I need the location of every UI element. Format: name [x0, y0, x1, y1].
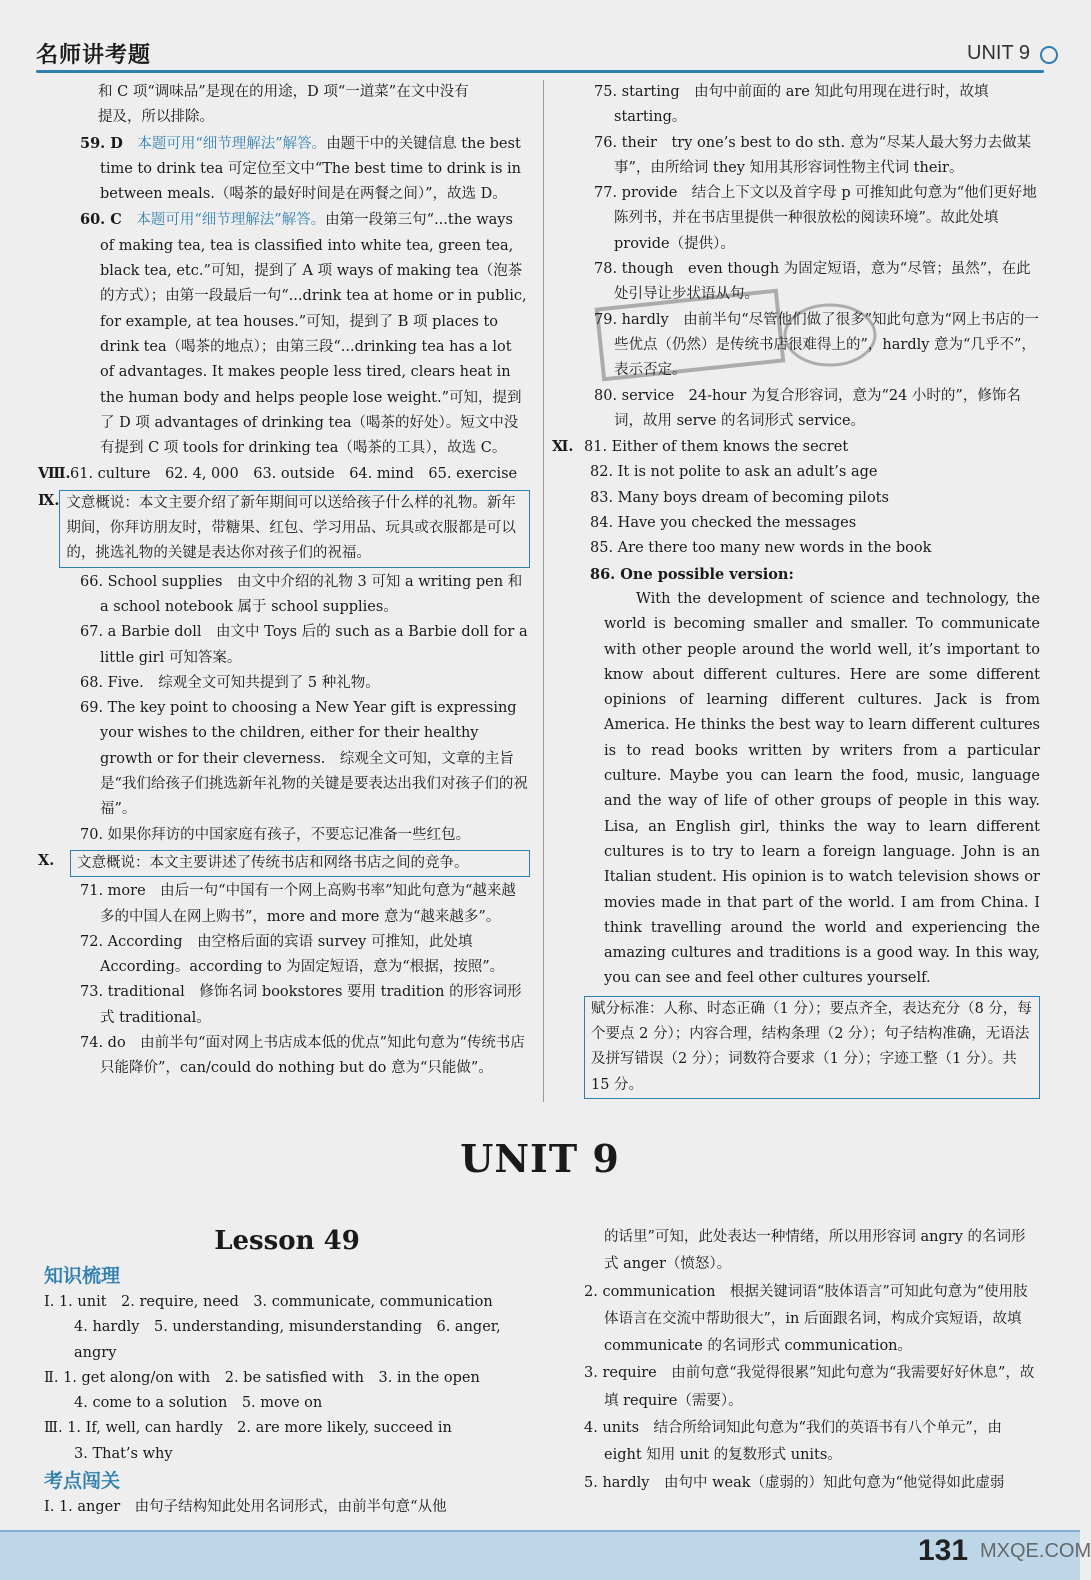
section-9	[38, 488, 530, 570]
left-column	[38, 80, 530, 1082]
answer-num: 60. C	[80, 211, 122, 229]
exercise-item: Ⅰ. 1. anger 由句子结构知此处用名词形式，由前半句意“从他	[44, 1499, 447, 1516]
exercise-item: 5. hardly 由句中 weak（虚弱的）知此句意为“他觉得如此虚弱	[584, 1474, 1005, 1491]
header-unit-label: UNIT 9	[967, 42, 1030, 64]
answer-text: 81. Either of them knows the secret	[584, 439, 849, 456]
watermark: MXQE.COM	[980, 1540, 1091, 1562]
answer-60	[44, 207, 530, 461]
brand-title: 名师讲考题	[36, 42, 152, 68]
method-hint: 本题可用“细节理解法”解答。	[137, 135, 327, 152]
scoring-box: 赋分标准：人称、时态正确（1 分）；要点齐全，表达充分（8 分，每个要点 2 分）；内容合理，结构条理（2 分）；句子结构准确，无语法及拼写错误（2 分）；词数符合要求（1 分）；字迹工整（1 分）。共 15 分。	[584, 996, 1040, 1099]
right-column	[552, 80, 1040, 1101]
answer-text: 和 C 项“调味品”是现在的用途，D 项“一道菜”在文中没有	[98, 84, 469, 100]
unit-title: UNIT 9	[460, 1136, 620, 1181]
answer-75: 75. starting 由句中前面的 are 知此句用现在进行时，故填 starting。	[594, 84, 989, 126]
answer-text: 提及，所以排除。	[98, 109, 214, 126]
answer-66: 66. School supplies 由文中介绍的礼物 3 可知 a writing pen 和 a school notebook 属于 school supplies。	[80, 573, 523, 615]
exercise-item: 3. require 由前句意“我觉得很累”知此句意为“我需要好好休息”，故填 require（需要）。	[584, 1365, 1035, 1409]
answer-79: 79. hardly 由前半句“尽管他们做了很多”知此句意为“网上书店的一些优点（仍然）是传统书店很难得上的”，hardly 意为“几乎不”，表示否定。	[594, 311, 1039, 379]
knowledge-item: Ⅰ. 1. unit 2. require, need 3. communicate, communication	[44, 1294, 493, 1310]
section-numeral: Ⅺ.	[552, 438, 574, 456]
answer-text: 61. culture 62. 4, 000 63. outside 64. mind 65. exercise	[70, 466, 518, 483]
answer-71: 71. more 由后一句“中国有一个网上高购书率”知此句意为“越来越多的中国人在网上购书”，more and more 意为“越来越多”。	[80, 883, 516, 925]
summary-box: 文意概说：本文主要讲述了传统书店和网络书店之间的竞争。	[70, 850, 530, 877]
knowledge-item: 3. That’s why	[74, 1445, 173, 1462]
sample-essay: With the development of science and technology, the world is becoming smaller and smaller. To communicate with other people around the world well, it’s important to know about different cultures. Here are some different opinions of learning different cultures. Jack is from America. He thinks the best way to learn different cultures is to read books written by writers from a particular culture. Maybe you can learn the food, music, language and the way of life of other groups of people in this way. Lisa, an English girl, thinks the way to learn different cultures is to try to learn a foreign language. John is an Italian student. His opinion is to watch television shows or movies made in that part of the world. I am from China. I think travelling around the world and experiencing the amazing cultures and traditions is a good way. In this way, you can see and feel other cultures yourself.	[604, 590, 1040, 987]
answer-86-label: 86. One possible version:	[590, 565, 794, 583]
section-numeral: Ⅸ.	[38, 491, 60, 509]
page-number: 131	[918, 1534, 969, 1567]
method-hint: 本题可用“细节理解法”解答。	[136, 212, 326, 229]
answer-78: 78. though even though 为固定短语，意为“尽管；虽然”，在此处引导让步状语从句。	[594, 261, 1031, 303]
exercise-item: 的话里”可知，此处表达一种情绪，所以用形容词 angry 的名词形式 anger（愤怒）。	[604, 1229, 1026, 1273]
answer-77: 77. provide 结合上下文以及首字母 p 可推知此句意为“他们更好地陈列书，并在书店里提供一种很放松的阅读环境”。故此处填 provide（提供）。	[594, 185, 1037, 252]
section-numeral: Ⅷ.	[38, 465, 71, 483]
answer-67: 67. a Barbie doll 由文中 Toys 后的 such as a Barbie doll for a little girl 可知答案。	[80, 624, 528, 666]
answer-69: 69. The key point to choosing a New Year gift is expressing your wishes to the children, either for their healthy growth or for their cleverness. 综观全文可知，文章的主旨是“我们给孩子们挑选新年礼物的关键是要表达出我们对孩子们的祝福”。	[80, 700, 528, 818]
exercise-item: 2. communication 根据关键词语“肢体语言”可知此句意为“使用肢体语言在交流中帮助很大”，in 后面跟名词，构成介宾短语，故填 communicate 的名词形式 communication。	[584, 1283, 1028, 1355]
lesson-title: Lesson 49	[214, 1226, 360, 1256]
section-8	[38, 461, 530, 487]
answer-text: 由第一段第三句“...the ways of making tea, tea is classified into white tea, green tea, black tea, etc.”可知，提到了 A 项 ways of making tea（泡茶的方式）；由第一段最后一句“...drink tea at home or in public, for example, at tea houses.”可知，提到了 B 项 places to drink tea（喝茶的地点）；由第三段“...drinking tea has a lot of advantages. It makes people less tired, clears heat in the human body and helps people lose weight.”可知，提到了 D 项 advantages of drinking tea（喝茶的好处）。短文中没有提到 C 项 tools for drinking tea（喝茶的工具），故选 C。	[100, 212, 527, 457]
answer-84: 84. Have you checked the messages	[590, 515, 857, 532]
answer-74: 74. do 由前半句“面对网上书店成本低的优点”知此句意为“传统书店只能降价”，can/could do nothing but do 意为“只能做”。	[80, 1034, 525, 1077]
answer-text: 由题干中的关键信息 the best time to drink tea 可定位至文中“The best time to drink is in between meals.（喝茶的最好时间是在两餐之间）”，故选 D。	[100, 135, 521, 203]
answer-83: 83. Many boys dream of becoming pilots	[590, 489, 889, 506]
answer-73: 73. traditional 修饰名词 bookstores 要用 tradition 的形容词形式 traditional。	[80, 984, 522, 1026]
answer-76: 76. their try one’s best to do sth. 意为“尽某人最大努力去做某事”，由所给词 they 知用其形容词性物主代词 their。	[594, 134, 1032, 176]
answer-59	[44, 131, 530, 208]
exercise-answers	[582, 1224, 1040, 1497]
exercise-item: 4. units 结合所给词知此句意为“我们的英语书有八个单元”，由 eight 知用 unit 的复数形式 units。	[584, 1420, 1002, 1464]
knowledge-section	[44, 1262, 530, 1520]
header-rule	[36, 70, 1044, 73]
knowledge-item: 4. come to a solution 5. move on	[74, 1395, 323, 1412]
section-heading: 考点闯关	[44, 1470, 121, 1493]
summary-box: 文意概说：本文主要介绍了新年期间可以送给孩子什么样的礼物。新年期间，你拜访朋友时，带糖果、红包、学习用品、玩具或衣服都是可以的，挑选礼物的关键是表达你对孩子们的祝福。	[59, 490, 530, 568]
answer-82: 82. It is not polite to ask an adult’s age	[590, 464, 878, 481]
answer-80: 80. service 24-hour 为复合形容词，意为“24 小时的”，修饰名词，故用 serve 的名词形式 service。	[594, 387, 1021, 429]
section-10	[38, 848, 530, 879]
stamp-mark	[590, 290, 890, 390]
knowledge-item: Ⅲ. 1. If, well, can hardly 2. are more likely, succeed in	[44, 1420, 452, 1437]
knowledge-item: Ⅱ. 1. get along/on with 2. be satisfied with 3. in the open	[44, 1369, 480, 1386]
answer-70: 70. 如果你拜访的中国家庭有孩子，不要忘记准备一些红包。	[80, 826, 471, 843]
answer-num: 59. D	[80, 134, 123, 152]
answer-81	[552, 434, 1040, 460]
answer-68: 68. Five. 综观全文可知共提到了 5 种礼物。	[80, 674, 380, 691]
section-heading: 知识梳理	[44, 1265, 121, 1287]
answer-72: 72. According 由空格后面的宾语 survey 可推知，此处填 According。according to 为固定短语，意为“根据，按照”。	[80, 933, 505, 976]
section-numeral: Ⅹ.	[38, 851, 55, 869]
circle-icon	[1040, 46, 1058, 64]
column-divider	[543, 80, 544, 1102]
page-header	[0, 0, 1080, 74]
answer-85: 85. Are there too many new words in the book	[590, 540, 932, 557]
knowledge-item: 4. hardly 5. understanding, misunderstanding 6. anger, angry	[74, 1319, 501, 1361]
